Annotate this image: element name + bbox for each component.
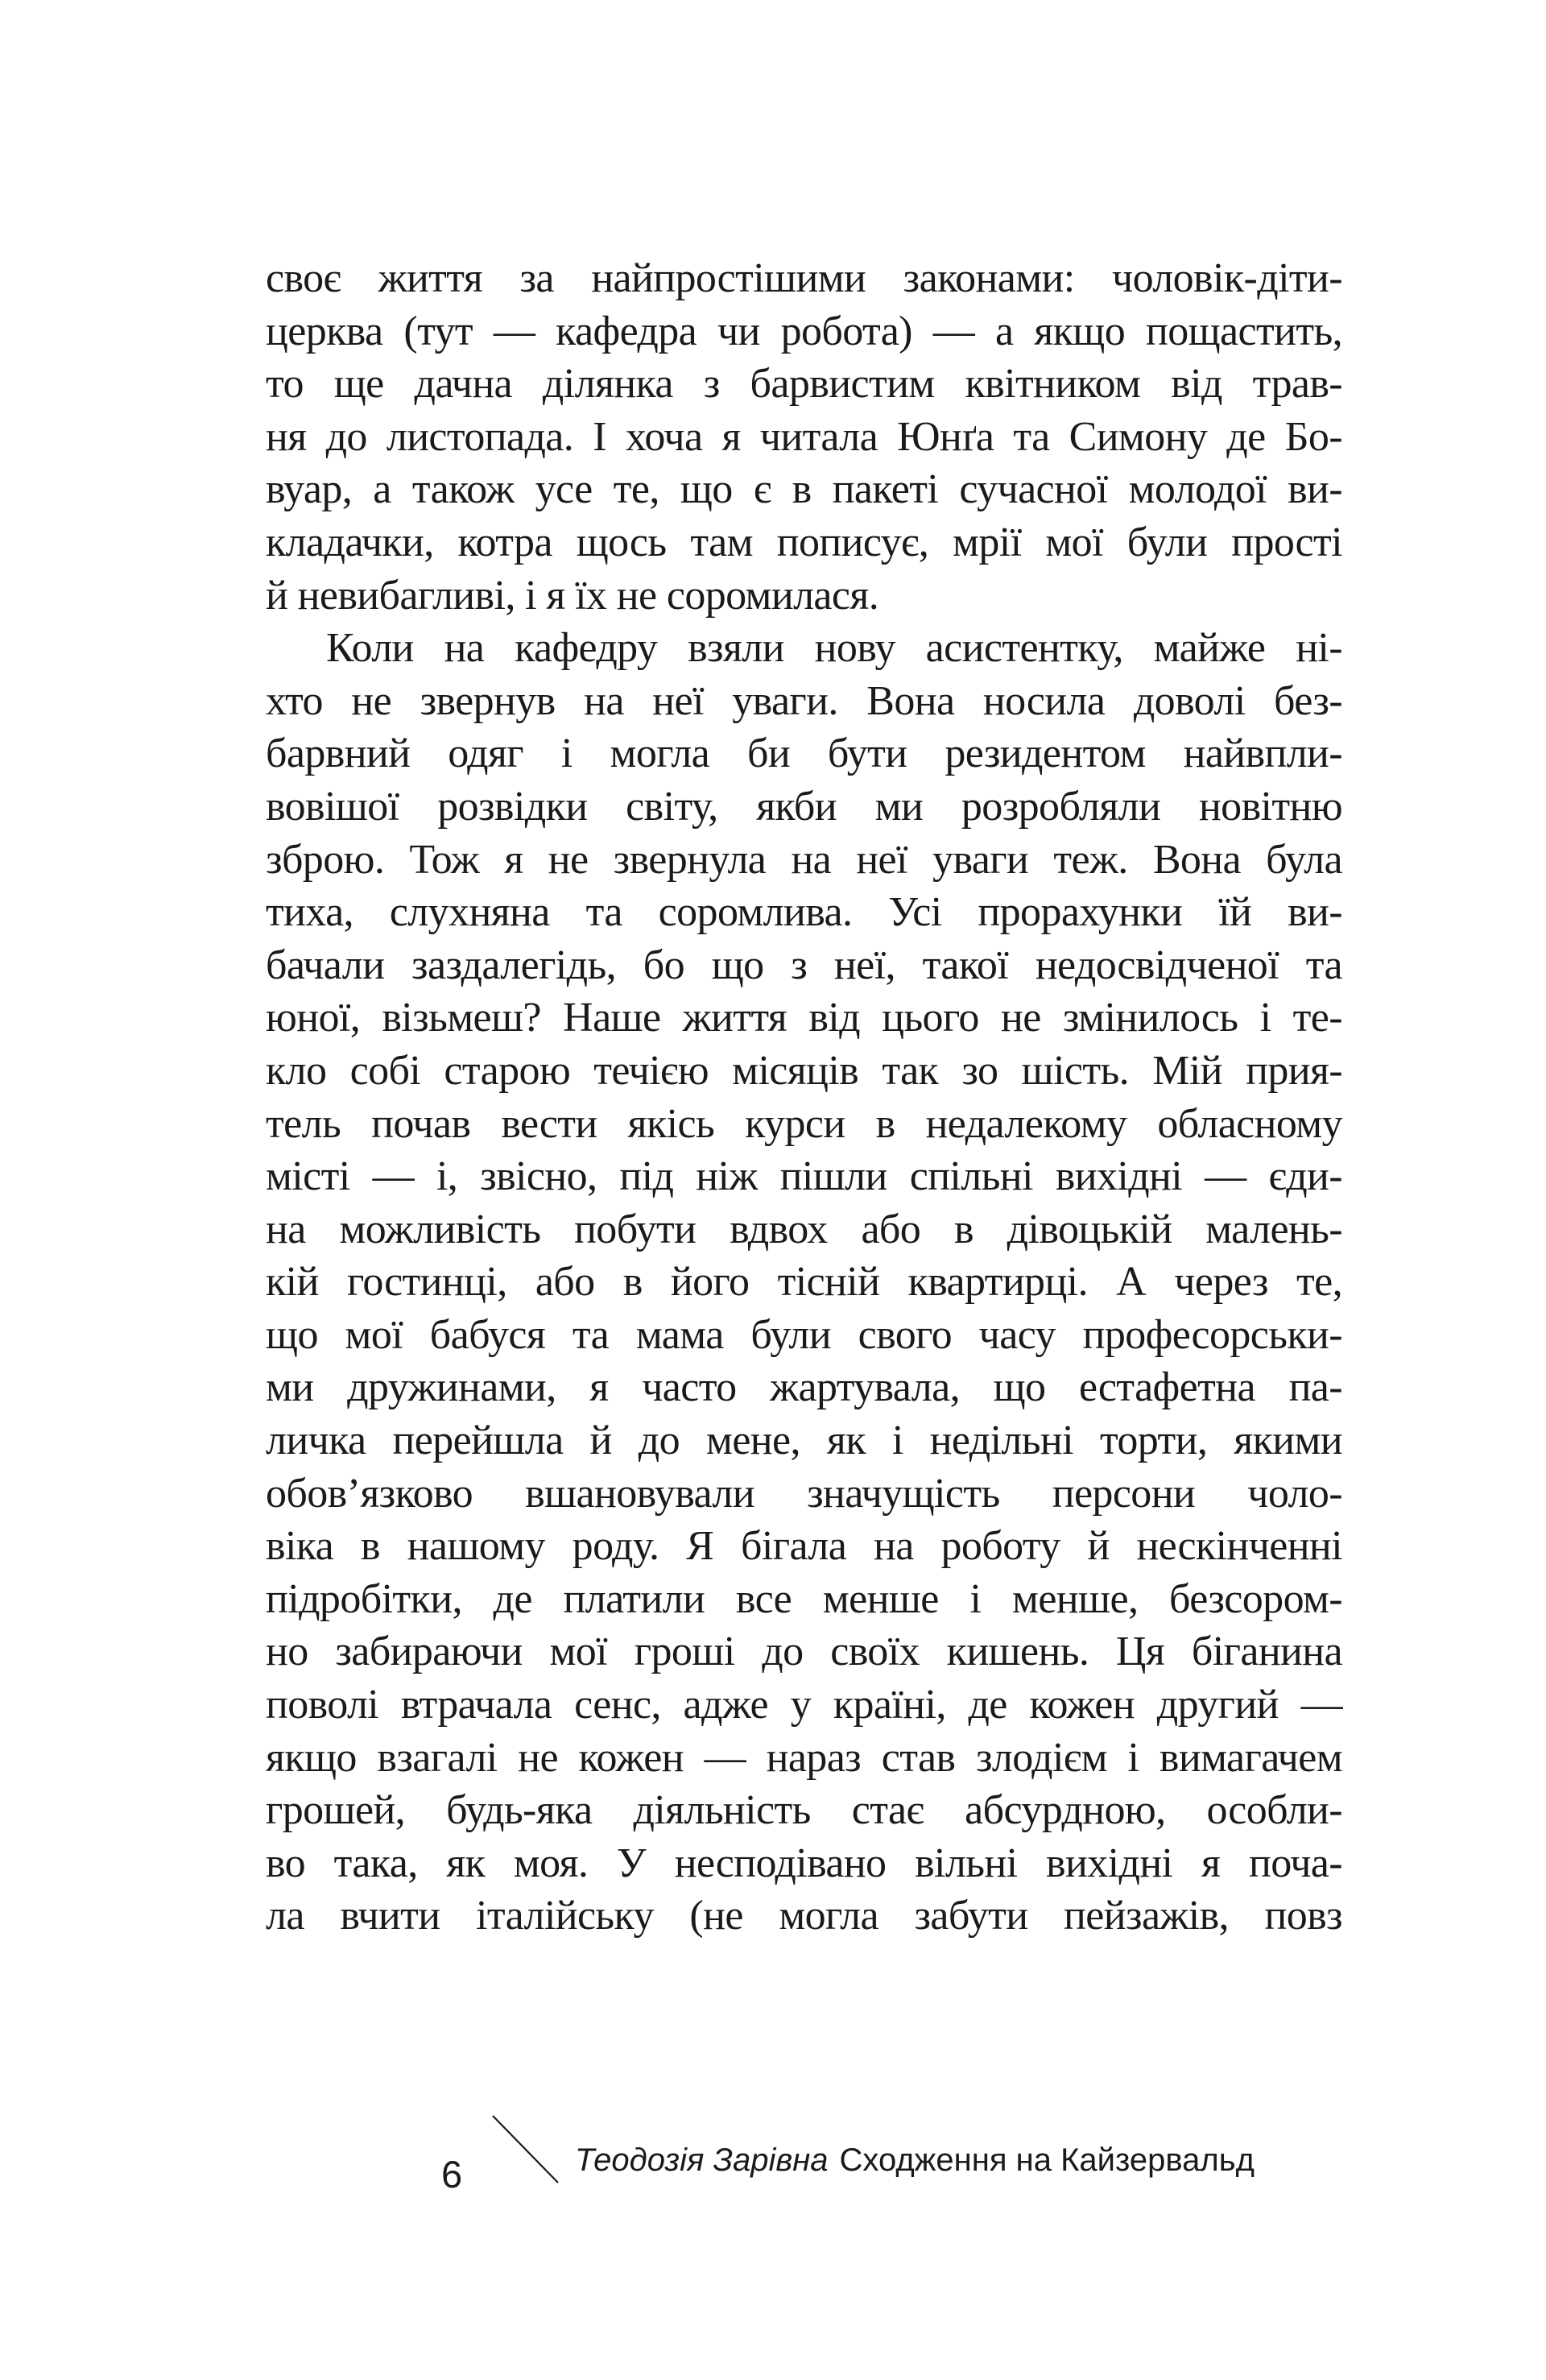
text-line: ми дружинами, я часто жартувала, що естафетна па-	[266, 1364, 1342, 1411]
text-line: личка перейшла й до мене, як і недільні торти, якими	[266, 1418, 1342, 1464]
text-line	[266, 1943, 1342, 1996]
text-line: віка в нашому роду. Я бігала на роботу й нескінченні	[266, 1523, 1342, 1570]
text-line: якщо взагалі не кожен — нараз став злодієм і вимагачем	[266, 1734, 1342, 1781]
text-line: й невибагливі, і я їх не соромилася.	[266, 572, 879, 619]
body-text	[266, 252, 1342, 1996]
text-line: кладачки, котра щось там пописує, мрії мої були прості	[266, 519, 1342, 565]
text-line: но забираючи мої гроші до своїх кишень. Ця біганина	[266, 1629, 1342, 1675]
text-line: зброю. Тож я не звернула на неї уваги теж. Вона була	[266, 836, 1342, 883]
text-line: тиха, слухняна та соромлива. Усі прорахунки їй ви-	[266, 889, 1342, 936]
footer-slash-divider	[491, 2114, 564, 2187]
text-line: юної, візьмеш? Наше життя від цього не змінилось і те-	[266, 995, 1342, 1041]
text-line: кій гостинці, або в його тісній квартирці. А через те,	[266, 1259, 1342, 1306]
text-line: тель почав вести якісь курси в недалекому обласному	[266, 1100, 1342, 1147]
text-line: підробітки, де платили все менше і менше, безсором-	[266, 1575, 1342, 1622]
text-line: вовішої розвідки світу, якби ми розробляли новітню	[266, 783, 1342, 830]
text-line: вуар, а також усе те, що є в пакеті сучасної молодої ви-	[266, 466, 1342, 513]
text-line: своє життя за найпростішими законами: чоловік-діти-	[266, 255, 1342, 301]
page-number: 6	[441, 2153, 463, 2196]
text-line: що мої бабуся та мама були свого часу професорськи-	[266, 1311, 1342, 1358]
text-line: то ще дачна ділянка з барвистим квітником від трав-	[266, 361, 1342, 408]
text-line: ня до листопада. І хоча я читала Юнґа та Симону де Бо-	[266, 413, 1342, 460]
text-line: грошей, будь-яка діяльність стає абсурдною, особли-	[266, 1787, 1342, 1834]
text-line: хто не звернув на неї уваги. Вона носила доволі без-	[266, 677, 1342, 724]
running-footer	[575, 2141, 1255, 2179]
footer-book-title: Сходження на Кайзервальд	[839, 2142, 1255, 2178]
text-line: бачали заздалегідь, бо що з неї, такої недосвідченої та	[266, 942, 1342, 988]
text-line: обов’язково вшановували значущість персони чоло-	[266, 1470, 1342, 1517]
text-line: місті — і, звісно, під ніж пішли спільні вихідні — єди-	[266, 1153, 1342, 1200]
text-line: на можливість побути вдвох або в дівоцькій малень-	[266, 1206, 1342, 1252]
text-line: кло собі старою течією місяців так зо шість. Мій прия-	[266, 1047, 1342, 1094]
text-line: поволі втрачала сенс, адже у країні, де кожен другий —	[266, 1682, 1342, 1728]
text-line: ла вчити італійську (не могла забути пейзажів, повз	[266, 1893, 1342, 1939]
footer-author: Теодозія Зарівна	[575, 2142, 829, 2178]
text-line: церква (тут — кафедра чи робота) — а якщо пощастить,	[266, 308, 1342, 354]
text-line: Коли на кафедру взяли нову асистентку, майже ні-	[326, 625, 1342, 672]
text-line: барвний одяг і могла би бути резидентом найвпли-	[266, 731, 1342, 777]
text-line: во така, як моя. У несподівано вільні вихідні я поча-	[266, 1840, 1342, 1886]
